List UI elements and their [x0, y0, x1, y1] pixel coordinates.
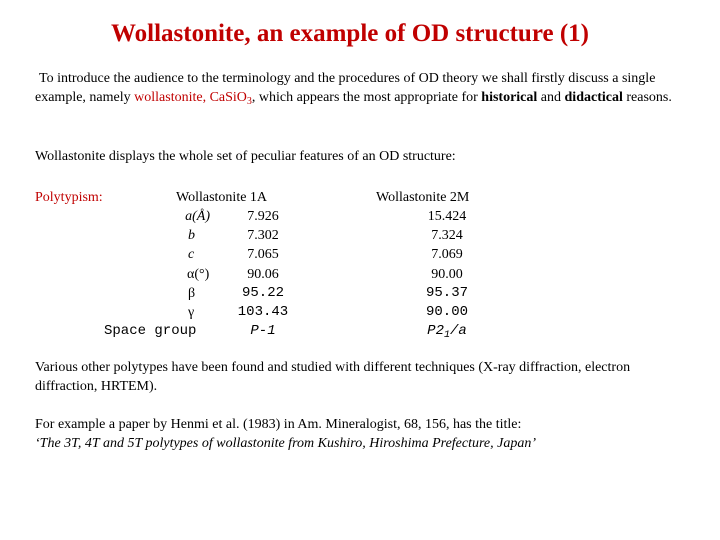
value-1A-gamma: 103.43: [237, 303, 289, 320]
values-1A: [228, 207, 298, 341]
label-gamma: γ: [188, 304, 195, 320]
header-2M: Wollastonite 2M: [376, 190, 470, 205]
value-1A-alpha: 90.06: [247, 266, 279, 282]
param-labels: [100, 207, 212, 341]
various-paragraph: Various other polytypes have been found and studied with different techniques (X-ray diffraction, electron diffraction, HRTEM).: [35, 360, 631, 394]
value-2M-gamma: 90.00: [425, 303, 468, 320]
intro-paragraph: To introduce the audience to the terminology and the procedures of OD theory we shall firstly discuss a single example, namely wollastonite, CaSiO$_3$, which appears the most appropriate for historical and didactical reasons.: [35, 71, 672, 107]
bold-historical: historical: [481, 90, 538, 105]
value-2M-c: 7.069: [431, 247, 463, 263]
paper-title: ‘The 3T, 4T and 5T polytypes of wollastonite from Kushiro, Hiroshima Prefecture, Japan’: [35, 436, 537, 451]
features-line: Wollastonite displays the whole set of peculiar features of an OD structure:: [35, 149, 456, 164]
value-1A-b: 7.302: [247, 228, 279, 244]
value-1A-beta: 95.22: [241, 284, 284, 301]
value-2M-a: 15.424: [427, 209, 467, 224]
page-title: Wollastonite, an example of OD structure (1): [111, 20, 589, 47]
bold-didactical: didactical: [564, 90, 623, 105]
value-1A-spacegroup: P-1: [250, 323, 276, 340]
value-1A-a: 7.926: [247, 209, 279, 224]
value-1A-c: 7.065: [247, 247, 279, 263]
header-1A: Wollastonite 1A: [176, 190, 268, 205]
wollastonite-name: wollastonite,: [134, 90, 210, 105]
label-c: c: [188, 247, 195, 263]
value-2M-alpha: 90.00: [431, 266, 463, 282]
label-a: a(Å): [185, 209, 210, 224]
intro-text: To introduce the audience to the terminology and the procedures of OD theory we shall firstly discuss a single example, namely: [35, 71, 656, 105]
label-b: b: [188, 228, 195, 244]
example-line: For example a paper by Henmi et al. (1983) in Am. Mineralogist, 68, 156, has the title:: [35, 417, 522, 432]
label-alpha: α(°): [187, 266, 210, 282]
polytypism-label: Polytypism:: [35, 190, 103, 205]
label-spacegroup: Space group: [104, 323, 197, 340]
value-2M-b: 7.324: [431, 228, 463, 244]
formula: CaSiO$_3$: [209, 90, 252, 107]
label-beta: β: [188, 285, 196, 301]
value-2M-beta: 95.37: [425, 284, 468, 301]
value-2M-spacegroup: $P2_1/a$: [427, 323, 467, 342]
values-2M: [412, 207, 482, 341]
